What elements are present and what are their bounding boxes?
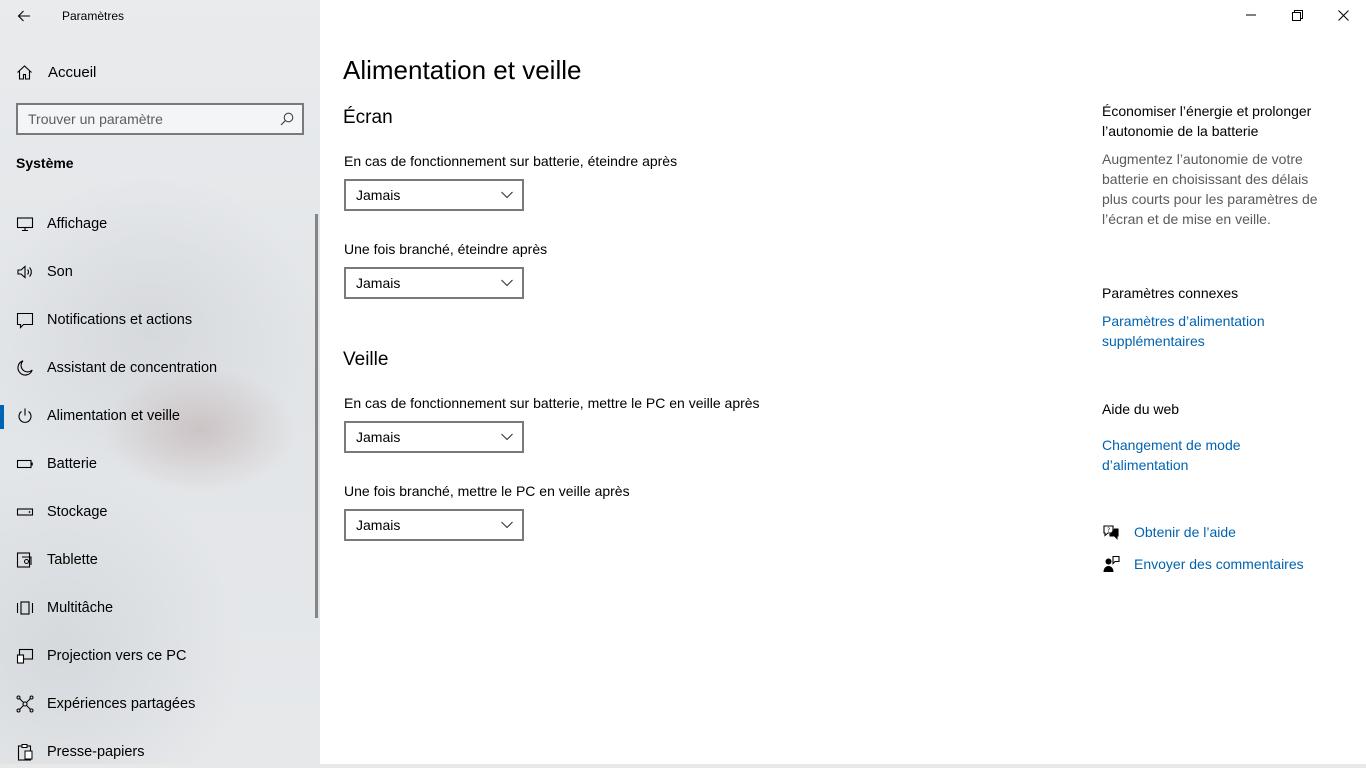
feedback-icon [1102,555,1120,573]
sleep-battery-dropdown[interactable] [344,421,524,453]
projection-icon [16,647,34,665]
sidebar-item-label: Projection vers ce PC [47,648,187,664]
bottom-border [0,764,1366,768]
sidebar-item-tablette[interactable] [0,536,316,584]
search-icon[interactable] [272,112,302,126]
shared-icon [16,695,34,713]
sidebar-item-label: Assistant de concentration [47,360,218,376]
sidebar-item-label: Presse-papiers [47,744,145,760]
moon-icon [16,359,34,377]
restore-button[interactable] [1274,0,1320,30]
screen-plugged-label: Une fois branché, éteindre après [344,241,548,257]
minimize-button[interactable] [1228,0,1274,30]
link-line-2: d’alimentation [1102,457,1189,473]
sidebar-item-label: Multitâche [47,600,114,616]
active-indicator [0,405,4,429]
help-chat-icon [1102,523,1120,541]
sidebar-item-notifications[interactable] [0,296,316,344]
tip-heading-line-1: Économiser l’énergie et prolonger [1102,103,1312,119]
sidebar-item-presse-papiers[interactable] [0,728,316,768]
storage-icon [16,503,34,521]
restore-icon [1292,10,1303,21]
sidebar-item-label: Notifications et actions [47,312,193,328]
home-icon [16,64,33,81]
sidebar-item-label: Batterie [47,456,97,472]
tip-body-line-2: batterie en choisissant des délais [1102,171,1309,187]
screen-heading: Écran [343,107,393,128]
sidebar-item-label: Affichage [47,216,108,232]
get-help-label: Obtenir de l’aide [1134,524,1236,540]
sidebar-item-batterie[interactable] [0,440,316,488]
sleep-plugged-label: Une fois branché, mettre le PC en veille après [344,483,630,499]
sidebar-item-experiences[interactable] [0,680,316,728]
chevron-down-icon [492,191,522,199]
sidebar-item-label: Expériences partagées [47,696,196,712]
web-help-heading: Aide du web [1102,401,1180,417]
svg-text:?: ? [1107,527,1111,534]
app-title: Paramètres [62,9,125,23]
search-box[interactable] [16,103,304,135]
sidebar-item-alimentation[interactable] [0,392,316,440]
dropdown-value: Jamais [356,429,401,445]
sleep-battery-label: En cas de fonctionnement sur batterie, mettre le PC en veille après [344,395,760,411]
chevron-down-icon [492,521,522,529]
get-help-link[interactable] [1102,521,1236,543]
tip-body-line-4: l’écran et de mise en veille. [1102,211,1271,227]
chevron-down-icon [492,279,522,287]
related-settings [1102,283,1342,351]
related-heading: Paramètres connexes [1102,285,1239,301]
sidebar-item-affichage[interactable] [0,200,316,248]
section-heading: Système [16,155,74,171]
power-icon [16,407,34,425]
back-arrow-icon [17,9,31,23]
sleep-heading: Veille [343,349,389,370]
back-button[interactable] [14,6,34,26]
sidebar-nav [0,200,316,768]
sidebar-item-projection[interactable] [0,632,316,680]
close-button[interactable] [1320,0,1366,30]
sidebar-item-label: Son [47,264,73,280]
sidebar-item-label: Tablette [47,552,98,568]
screen-plugged-dropdown[interactable] [344,267,524,299]
feedback-label: Envoyer des commentaires [1134,556,1304,572]
tablet-icon [16,551,34,569]
page-title: Alimentation et veille [343,55,582,85]
sidebar-item-label: Alimentation et veille [47,408,180,424]
link-line-2: supplémentaires [1102,333,1205,349]
sidebar-item-multitache[interactable] [0,584,316,632]
notification-icon [16,311,34,329]
minimize-icon [1246,10,1256,20]
search-input[interactable] [18,105,272,133]
sidebar-item-concentration[interactable] [0,344,316,392]
dropdown-value: Jamais [356,517,401,533]
link-line-1: Changement de mode [1102,437,1241,453]
sidebar-item-son[interactable] [0,248,316,296]
battery-icon [16,455,34,473]
sidebar-scrollbar[interactable] [315,214,318,618]
tip-panel [1102,101,1342,229]
additional-power-settings-link[interactable] [1102,311,1342,351]
sleep-plugged-dropdown[interactable] [344,509,524,541]
power-mode-link[interactable] [1102,435,1342,475]
chevron-down-icon [492,433,522,441]
screen-battery-label: En cas de fonctionnement sur batterie, éteindre après [344,153,678,169]
multitask-icon [16,599,34,617]
dropdown-value: Jamais [356,187,401,203]
sidebar-item-label: Stockage [47,504,108,520]
home-label: Accueil [48,63,97,81]
close-icon [1338,10,1349,21]
dropdown-value: Jamais [356,275,401,291]
send-feedback-link[interactable] [1102,553,1304,575]
sidebar-item-stockage[interactable] [0,488,316,536]
screen-battery-dropdown[interactable] [344,179,524,211]
sidebar [0,0,320,768]
web-help [1102,399,1342,475]
clipboard-icon [16,743,34,761]
home-link[interactable] [16,60,96,84]
link-line-1: Paramètres d’alimentation [1102,313,1265,329]
speaker-icon [16,263,34,281]
tip-body-line-1: Augmentez l’autonomie de votre [1102,151,1303,167]
display-icon [16,215,34,233]
tip-body-line-3: plus courts pour les paramètres de [1102,191,1318,207]
tip-heading-line-2: l’autonomie de la batterie [1102,123,1259,139]
